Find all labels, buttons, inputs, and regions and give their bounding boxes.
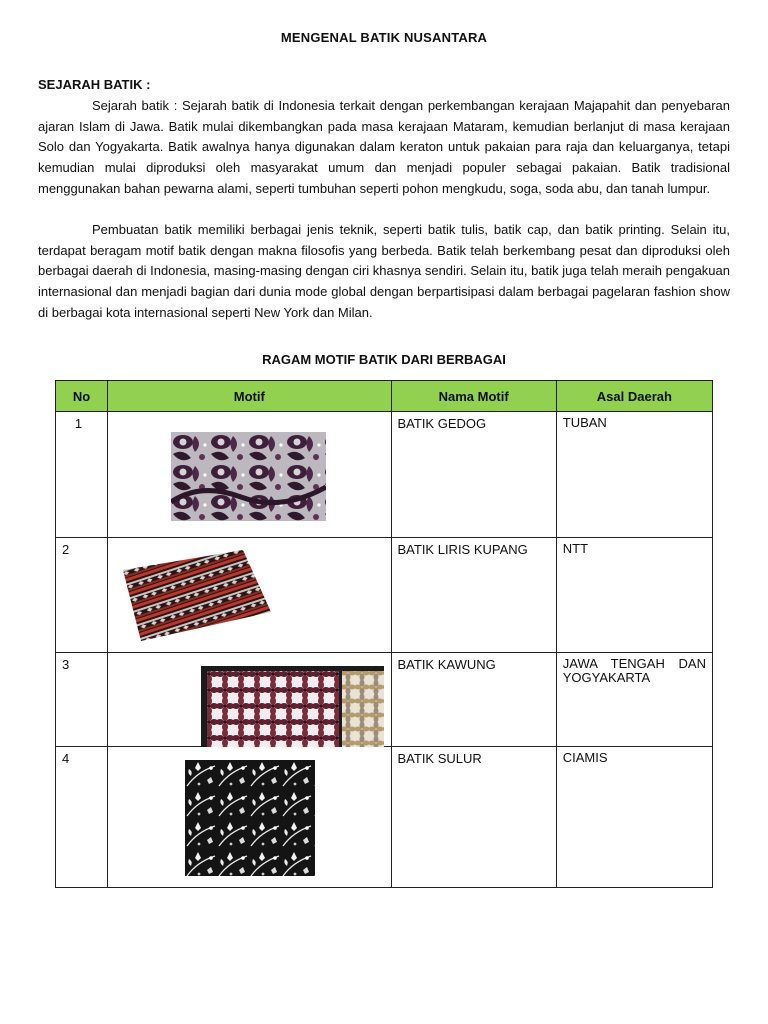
section-heading: SEJARAH BATIK :	[38, 77, 151, 92]
table-row	[56, 412, 713, 538]
row-asal-daerah: CIAMIS	[556, 747, 712, 888]
row-no: 4	[56, 747, 108, 888]
table-row	[56, 538, 713, 653]
row-no: 3	[56, 653, 108, 747]
paragraph-1	[38, 96, 730, 200]
paragraph-2	[38, 220, 730, 324]
document-title: MENGENAL BATIK NUSANTARA	[280, 30, 488, 45]
header-motif: Motif	[108, 381, 391, 412]
row-nama-motif: BATIK GEDOG	[391, 412, 556, 538]
header-asal-daerah: Asal Daerah	[556, 381, 712, 412]
paragraph-1-text: Sejarah batik : Sejarah batik di Indonesia terkait dengan perkembangan kerajaan Majapahit dan penyebaran ajaran Islam di Jawa. Batik mulai dikembangkan pada masa kerajaan Mataram, kemudian berlanjut di masa kerajaan Solo dan Yogyakarta. Batik awalnya hanya digunakan dalam keraton untuk pakaian para raja dan keluarganya, tetapi kemudian mulai diproduksi oleh masyarakat umum dan menjadi populer sebagai pakaian. Batik tradisional menggunakan bahan pewarna alami, seperti tumbuhan seperti pohon mengkudu, soga, soda abu, dan tanah lumpur.	[38, 98, 730, 196]
batik-kawung-image	[201, 666, 384, 747]
row-nama-motif: BATIK LIRIS KUPANG	[391, 538, 556, 653]
batik-gedog-image	[171, 432, 326, 521]
motif-cell	[108, 538, 391, 653]
table-title: RAGAM MOTIF BATIK DARI BERBAGAI	[262, 352, 506, 367]
motif-table	[55, 380, 713, 888]
motif-cell	[108, 412, 391, 538]
motif-cell	[108, 747, 391, 888]
table-row	[56, 747, 713, 888]
batik-sulur-image	[185, 760, 315, 876]
paragraph-2-text: Pembuatan batik memiliki berbagai jenis teknik, seperti batik tulis, batik cap, dan batik printing. Selain itu, terdapat beragam motif batik dengan makna filosofis yang berbeda. Batik telah berkembang pesat dan diproduksi oleh berbagai daerah di Indonesia, masing-masing dengan ciri khasnya sendiri. Selain itu, batik juga telah meraih pengakuan internasional dan menjadi bagian dari dunia mode global dengan berpartisipasi dalam berbagai pagelaran fashion show di berbagai kota internasional seperti New York dan Milan.	[38, 222, 730, 320]
header-no: No	[56, 381, 108, 412]
row-asal-daerah: TUBAN	[556, 412, 712, 538]
motif-cell	[108, 653, 391, 747]
batik-liris-kupang-image	[123, 550, 271, 641]
row-no: 2	[56, 538, 108, 653]
row-asal-daerah: NTT	[556, 538, 712, 653]
row-no: 1	[56, 412, 108, 538]
table-header-row	[56, 381, 713, 412]
row-asal-daerah: JAWA TENGAH DAN YOGYAKARTA	[556, 653, 712, 747]
row-nama-motif: BATIK SULUR	[391, 747, 556, 888]
row-nama-motif: BATIK KAWUNG	[391, 653, 556, 747]
header-nama-motif: Nama Motif	[391, 381, 556, 412]
table-row	[56, 653, 713, 747]
